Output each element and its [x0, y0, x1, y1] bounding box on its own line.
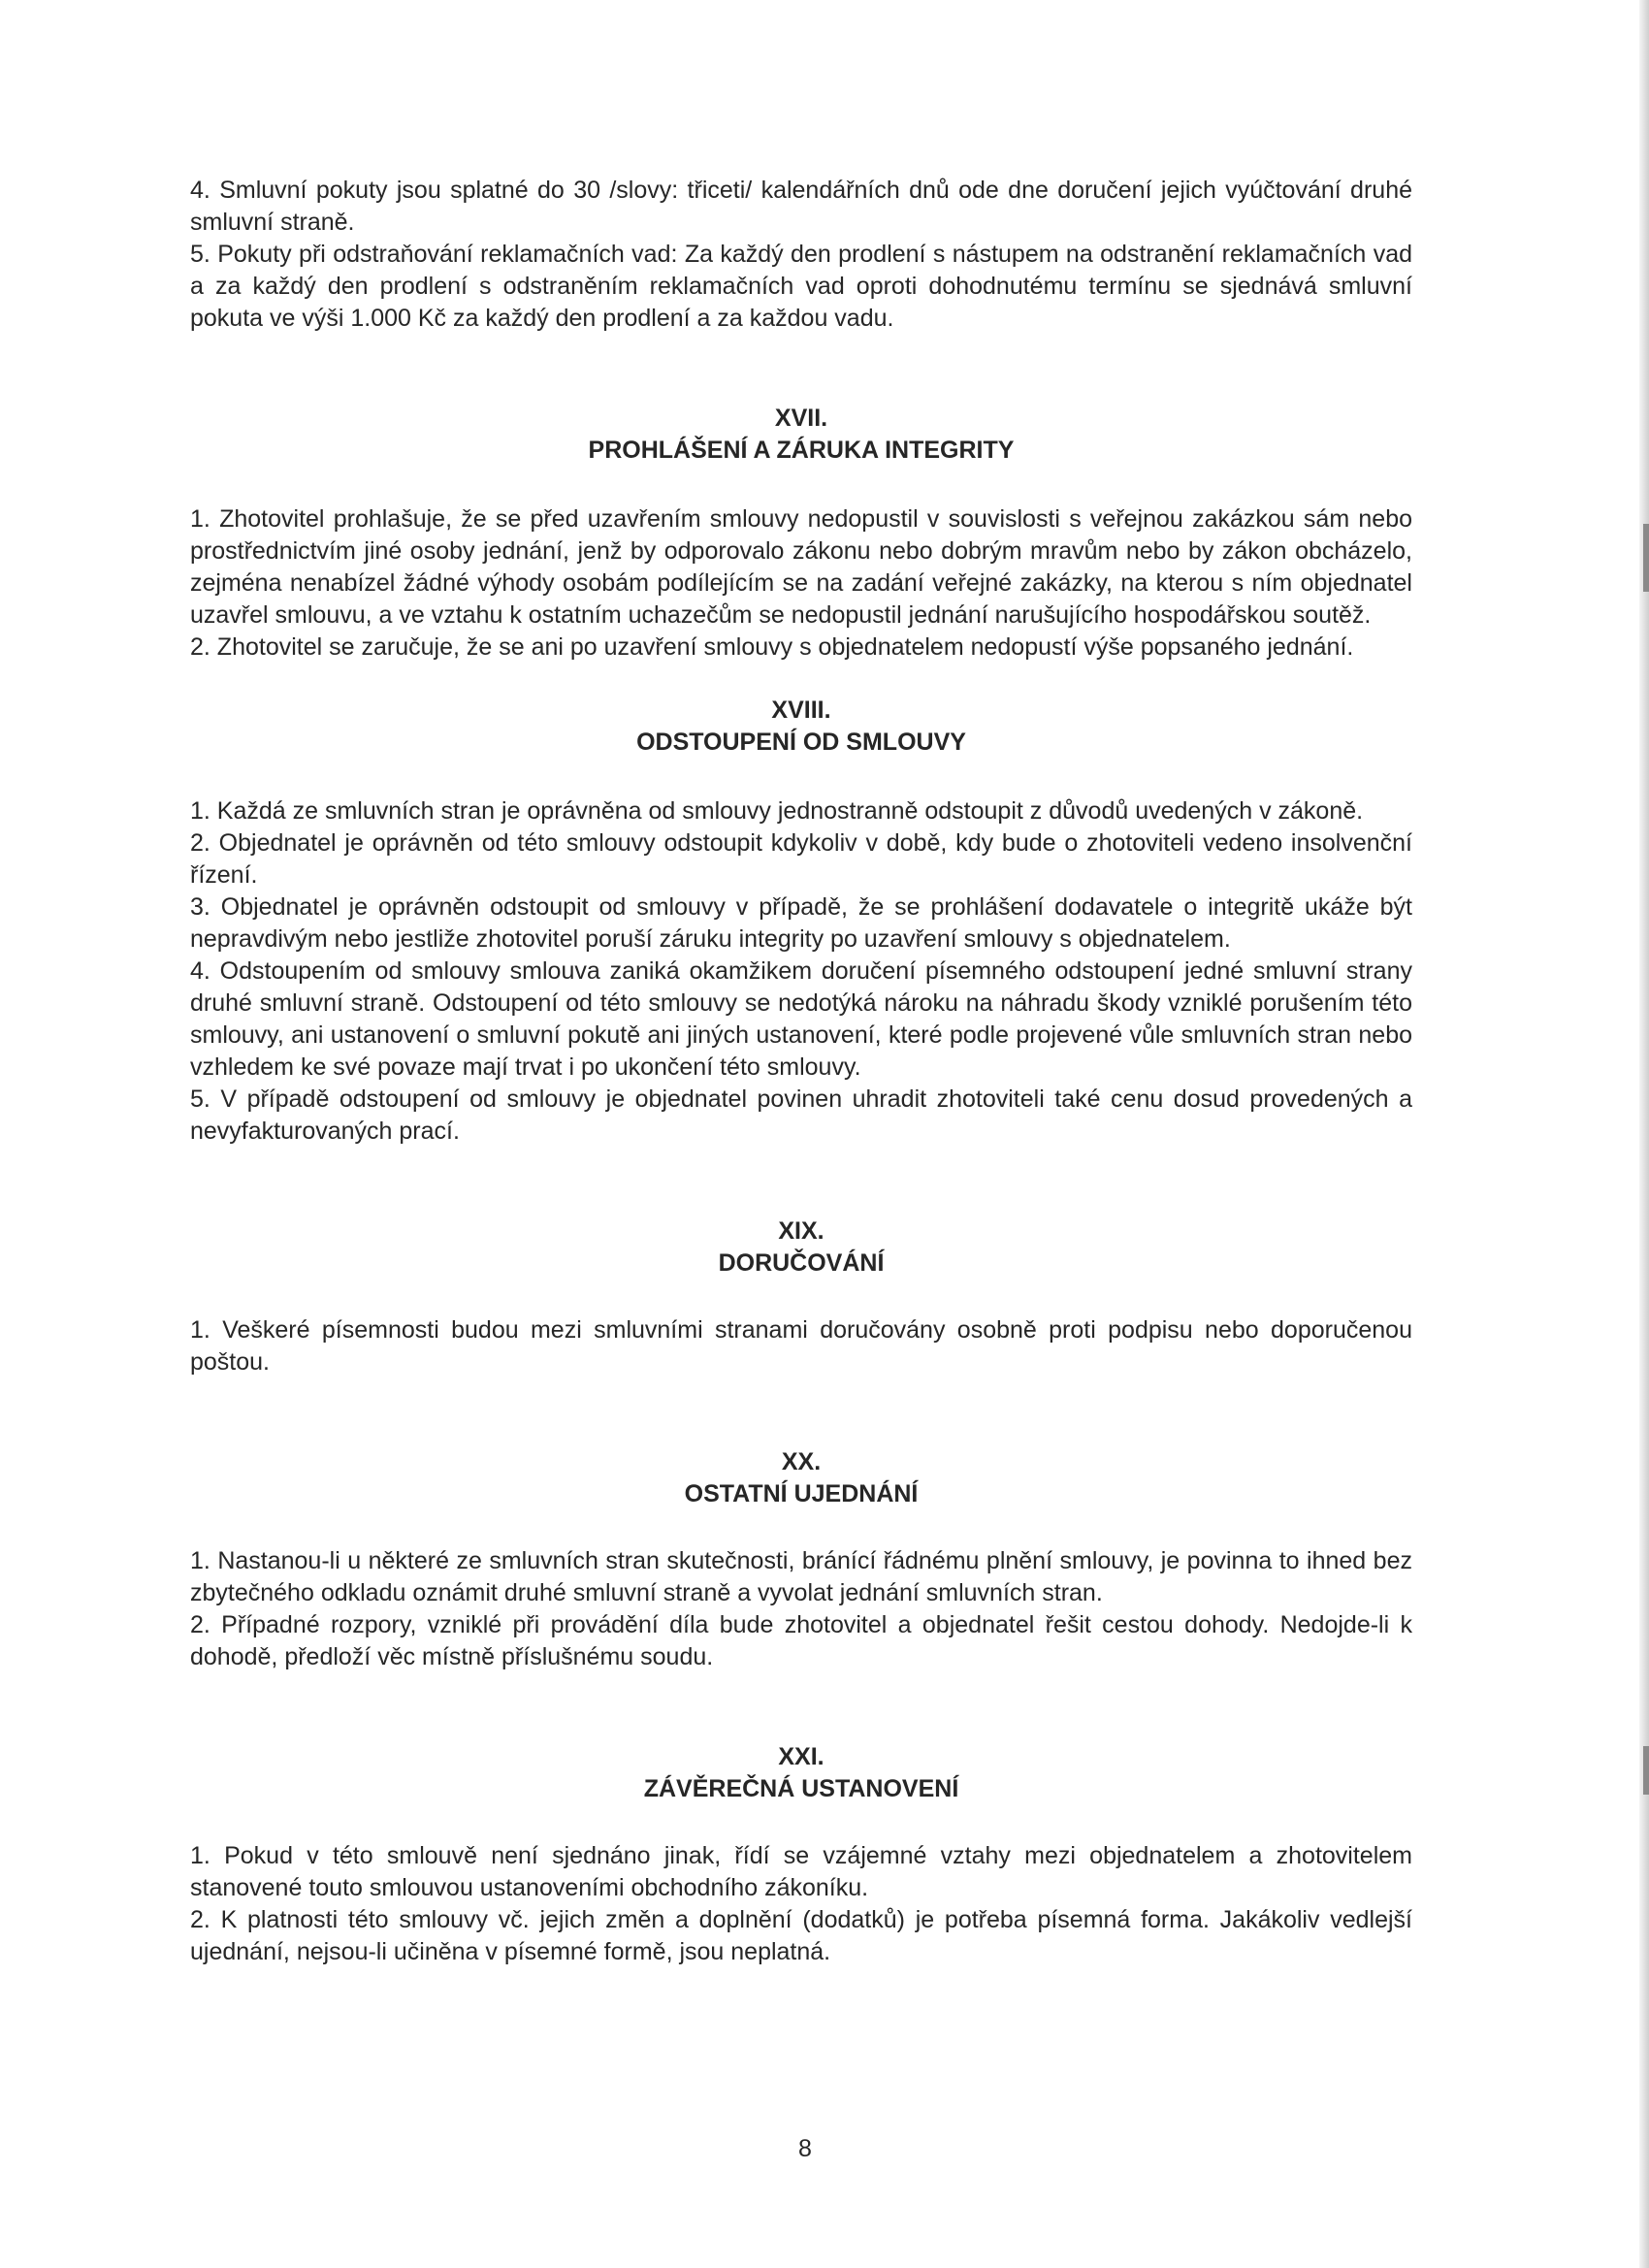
section-body-xvii	[190, 503, 1412, 664]
section-body-xx	[190, 1545, 1412, 1673]
paragraph: 2. Případné rozpory, vzniklé při provádění díla bude zhotovitel a objednatel řešit cestou dohody. Nedojde-li k dohodě, předloží věc místně příslušnému soudu.	[190, 1611, 1412, 1670]
section-number: XX.	[781, 1448, 822, 1475]
section-body-xviii	[190, 795, 1412, 1148]
section-body-xxi	[190, 1840, 1412, 1968]
section-heading-xviii	[190, 695, 1412, 759]
section-title: ZÁVĚREČNÁ USTANOVENÍ	[643, 1775, 959, 1802]
section-body-xix	[190, 1314, 1412, 1378]
paragraph: 1. Zhotovitel prohlašuje, že se před uzavřením smlouvy nedopustil v souvislosti s veřejnou zakázkou sám nebo prostřednictvím jiné osoby jednání, jenž by odporovalo zákonu nebo dobrým mravům nebo by zákon obcházelo, zejména nenabízel žádné výhody osobám podílejícím se na zadání veřejné zakázky, na kterou s ním objednatel uzavřel smlouvu, a ve vztahu k ostatním uchazečům se nedopustil jednání narušujícího hospodářskou soutěž.	[190, 505, 1412, 629]
paragraph: 5. Pokuty při odstraňování reklamačních vad: Za každý den prodlení s nástupem na odstranění reklamačních vad a za každý den prodlení s odstraněním reklamačních vad oproti dohodnutému termínu se sjednává smluvní pokuta ve výši 1.000 Kč za každý den prodlení a za každou vadu.	[190, 241, 1412, 332]
section-heading-xix	[190, 1215, 1412, 1280]
paragraph: 1. Pokud v této smlouvě není sjednáno jinak, řídí se vzájemné vztahy mezi objednatelem a zhotovitelem stanovené touto smlouvou ustanoveními obchodního zákoníku.	[190, 1842, 1412, 1901]
scan-edge-shadow	[1643, 524, 1649, 592]
page-number: 8	[798, 2135, 812, 2162]
paragraph: 5. V případě odstoupení od smlouvy je objednatel povinen uhradit zhotoviteli také cenu dosud provedených a nevyfakturovaných prací.	[190, 1085, 1412, 1145]
paragraph: 1. Veškeré písemnosti budou mezi smluvními stranami doručovány osobně proti podpisu nebo doporučenou poštou.	[190, 1316, 1412, 1376]
section-title: PROHLÁŠENÍ A ZÁRUKA INTEGRITY	[588, 437, 1015, 464]
document-page	[190, 175, 1412, 1968]
section-title: ODSTOUPENÍ OD SMLOUVY	[636, 729, 966, 756]
section-number: XVII.	[774, 405, 828, 432]
section-heading-xvii	[190, 403, 1412, 467]
section-number: XIX.	[778, 1217, 824, 1245]
section-heading-xxi	[190, 1741, 1412, 1805]
section-number: XVIII.	[771, 697, 831, 724]
scan-edge	[1639, 0, 1649, 2268]
intro-block	[190, 175, 1412, 335]
paragraph: 4. Odstoupením od smlouvy smlouva zaniká okamžikem doručení písemného odstoupení jedné smluvní strany druhé smluvní straně. Odstoupení od této smlouvy se nedotýká nároku na náhradu škody vzniklé porušením této smlouvy, ani ustanovení o smluvní pokutě ani jiných ustanovení, které podle projevené vůle smluvních stran nebo vzhledem ke své povaze mají trvat i po ukončení této smlouvy.	[190, 957, 1412, 1081]
scan-edge-shadow	[1643, 1746, 1649, 1795]
section-title: DORUČOVÁNÍ	[718, 1249, 885, 1277]
paragraph: 1. Každá ze smluvních stran je oprávněna od smlouvy jednostranně odstoupit z důvodů uvedených v zákoně.	[190, 797, 1364, 825]
section-heading-xx	[190, 1446, 1412, 1510]
paragraph: 1. Nastanou-li u některé ze smluvních stran skutečnosti, bránící řádnému plnění smlouvy, je povinna to ihned bez zbytečného odkladu oznámit druhé smluvní straně a vyvolat jednání smluvních stran.	[190, 1547, 1412, 1606]
paragraph: 2. Objednatel je oprávněn od této smlouvy odstoupit kdykoliv v době, kdy bude o zhotoviteli vedeno insolvenční řízení.	[190, 829, 1412, 889]
paragraph: 2. Zhotovitel se zaručuje, že se ani po uzavření smlouvy s objednatelem nedopustí výše popsaného jednání.	[190, 633, 1354, 661]
section-number: XXI.	[778, 1743, 824, 1770]
section-title: OSTATNÍ UJEDNÁNÍ	[684, 1480, 919, 1507]
paragraph: 3. Objednatel je oprávněn odstoupit od smlouvy v případě, že se prohlášení dodavatele o integritě ukáže být nepravdivým nebo jestliže zhotovitel poruší záruku integrity po uzavření smlouvy s objednatelem.	[190, 893, 1412, 953]
paragraph: 4. Smluvní pokuty jsou splatné do 30 /slovy: třiceti/ kalendářních dnů ode dne doručení jejich vyúčtování druhé smluvní straně.	[190, 177, 1412, 236]
paragraph: 2. K platnosti této smlouvy vč. jejich změn a doplnění (dodatků) je potřeba písemná forma. Jakákoliv vedlejší ujednání, nejsou-li učiněna v písemné formě, jsou neplatná.	[190, 1906, 1412, 1965]
